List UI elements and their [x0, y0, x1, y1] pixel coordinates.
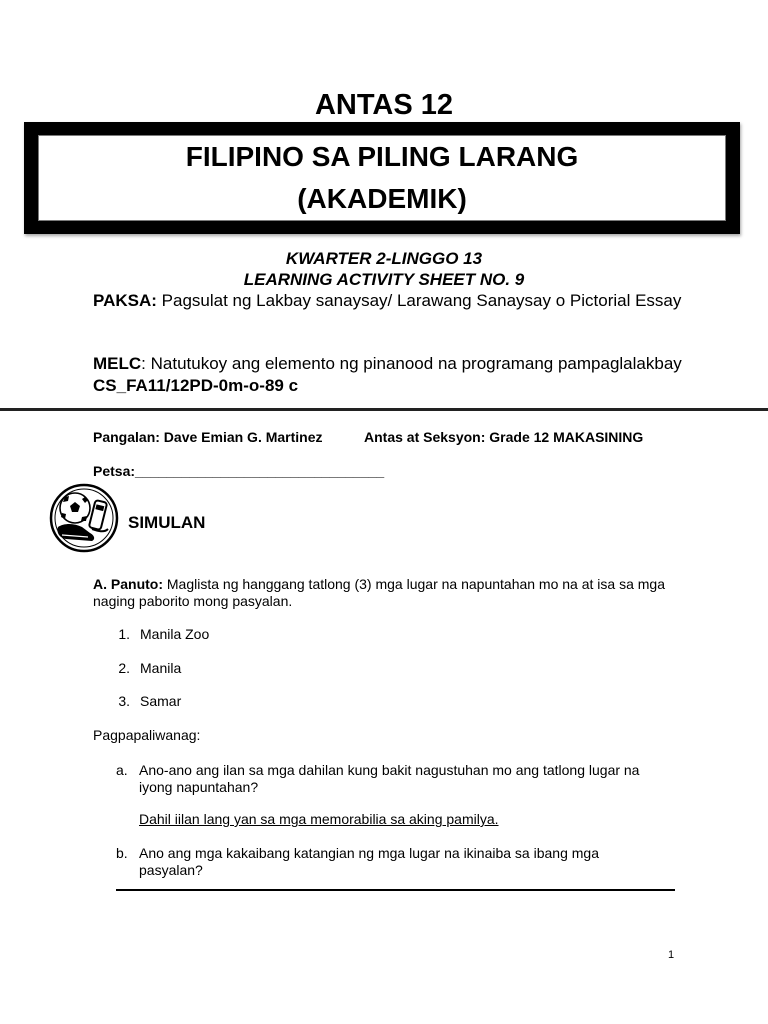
panuto-text: Maglista ng hanggang tatlong (3) mga lugar na napuntahan mo na at isa sa mga naging paborito mong pasyalan.: [93, 576, 665, 609]
list-item-number: 1.: [118, 626, 130, 642]
subject-title-box: [38, 135, 726, 221]
melc-section: [93, 353, 693, 397]
quarter-week: KWARTER 2-LINGGO 13: [285, 249, 483, 268]
subject-title-line2: (AKADEMIK): [297, 183, 467, 214]
question-b: Ano ang mga kakaibang katangian ng mga lugar na ikinaiba sa ibang mga pasyalan?: [139, 845, 599, 878]
soccer-ball-shoe-icon: [48, 483, 120, 553]
list-item-number: 2.: [118, 660, 130, 676]
list-item-text: Manila: [140, 660, 182, 676]
panuto-label: A. Panuto:: [93, 576, 163, 592]
section-divider: [0, 408, 768, 411]
paksa-label: PAKSA:: [93, 291, 157, 310]
list-item-number: 3.: [118, 693, 130, 709]
question-a-letter: a.: [116, 762, 128, 778]
student-name: Pangalan: Dave Emian G. Martinez: [93, 429, 323, 445]
activity-sheet-number: LEARNING ACTIVITY SHEET NO. 9: [243, 270, 525, 289]
simulan-heading: SIMULAN: [128, 513, 206, 532]
melc-text: : Natutukoy ang elemento ng pinanood na programang pampaglalakbay: [141, 354, 682, 373]
melc-code: CS_FA11/12PD-0m-o-89 c: [93, 376, 299, 395]
paksa-section: [93, 290, 693, 312]
panuto-instructions: [93, 576, 683, 610]
melc-label: MELC: [93, 354, 142, 373]
grade-heading: ANTAS 12: [314, 89, 454, 121]
grade-section: Antas at Seksyon: Grade 12 MAKASINING: [364, 429, 644, 445]
answer-b-line: [116, 889, 675, 891]
page-number: 1: [668, 949, 675, 961]
paksa-text: Pagsulat ng Lakbay sanaysay/ Larawang Sanaysay o Pictorial Essay: [156, 291, 682, 310]
pagpapaliwanag-label: Pagpapaliwanag:: [93, 727, 201, 743]
list-item-text: Samar: [140, 693, 182, 709]
question-b-letter: b.: [116, 845, 128, 861]
date-field: Petsa:________________________________: [93, 463, 385, 479]
answer-a: Dahil iilan lang yan sa mga memorabilia sa aking pamilya.: [139, 811, 499, 827]
subject-title-frame: [24, 122, 740, 234]
question-a: Ano-ano ang ilan sa mga dahilan kung bakit nagustuhan mo ang tatlong lugar na iyong napuntahan?: [139, 762, 640, 795]
subject-title-line1: FILIPINO SA PILING LARANG: [185, 141, 579, 172]
list-item-text: Manila Zoo: [140, 626, 210, 642]
